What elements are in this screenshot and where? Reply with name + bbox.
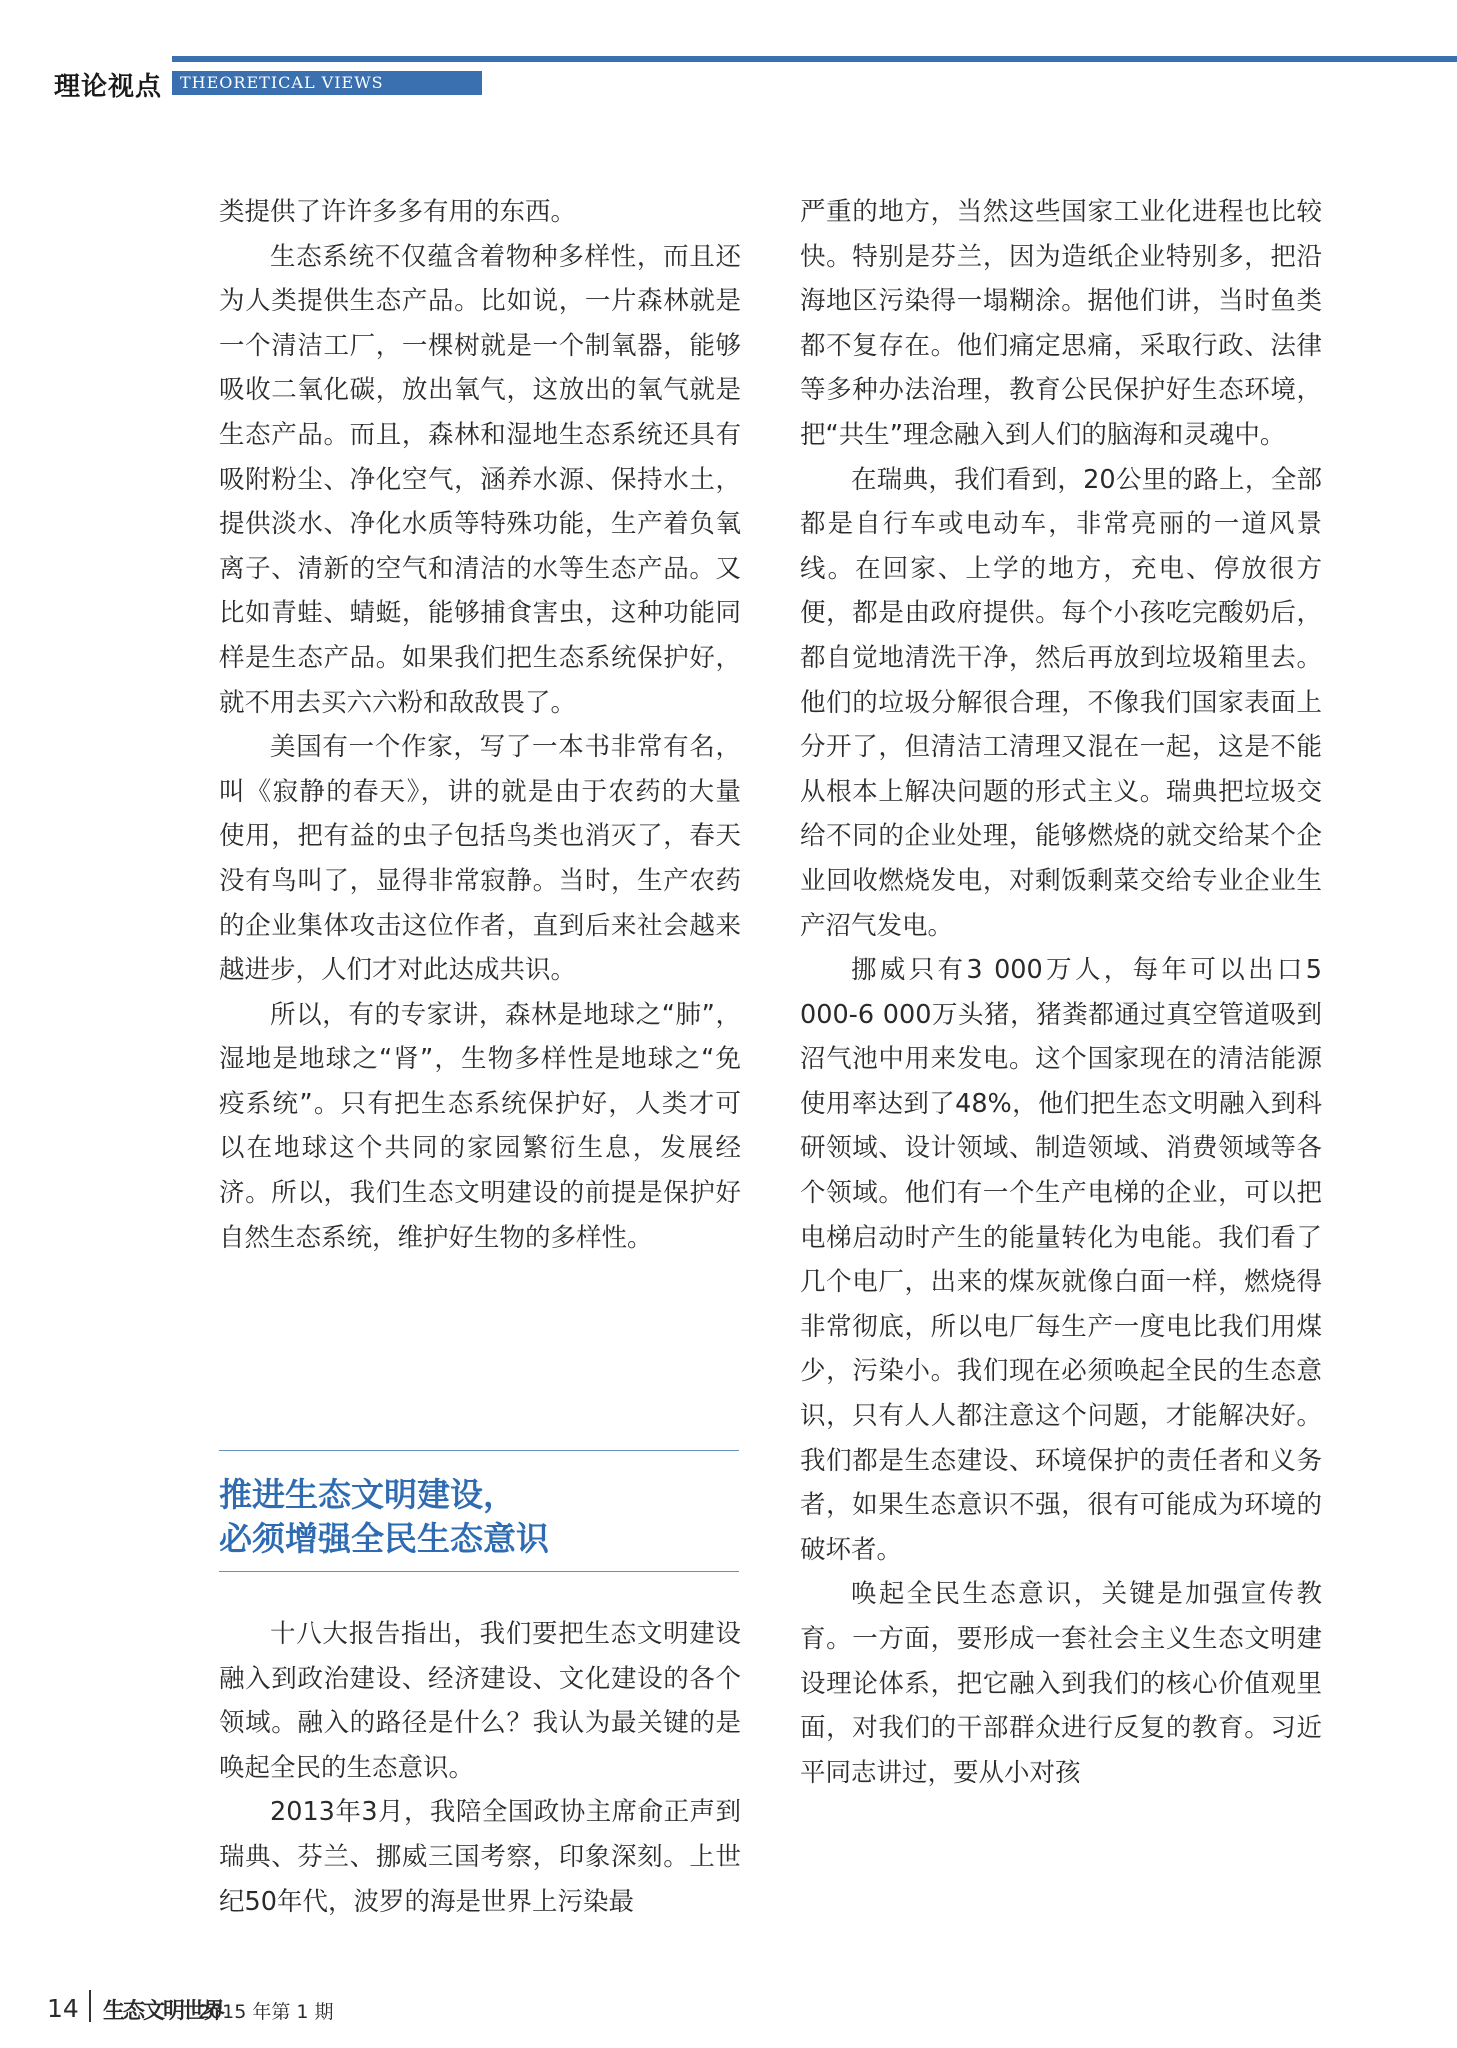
section-heading bbox=[219, 1450, 739, 1572]
left-paragraph-5: 十八大报告指出，我们要把生态文明建设融入到政治建设、经济建设、文化建设的各个领域。融入的路径是什么？我认为最关键的是唤起全民的生态意识。 bbox=[219, 1619, 741, 1783]
right-paragraph-4: 唤起全民生态意识，关键是加强宣传教育。一方面，要形成一套社会主义生态文明建设理论体系，把它融入到我们的核心价值观里面，对我们的干部群众进行反复的教育。习近平同志讲过，要从小对孩 bbox=[800, 1579, 1322, 1788]
left-paragraph-3: 美国有一个作家，写了一本书非常有名，叫《寂静的春天》，讲的就是由于农药的大量使用，把有益的虫子包括鸟类也消灭了，春天没有鸟叫了，显得非常寂静。当时，生产农药的企业集体攻击这位作者，直到后来社会越来越进步，人们才对此达成共识。 bbox=[219, 732, 741, 986]
left-paragraph-4: 所以，有的专家讲，森林是地球之“肺”，湿地是地球之“肾”，生物多样性是地球之“免疫系统”。只有把生态系统保护好，人类才可以在地球这个共同的家园繁衍生息，发展经济。所以，我们生态文明建设的前提是保护好自然生态系统，维护好生物的多样性。 bbox=[219, 999, 741, 1253]
page-number: 14 bbox=[47, 1994, 79, 2023]
right-paragraph-1: 严重的地方，当然这些国家工业化进程也比较快。特别是芬兰，因为造纸企业特别多，把沿海地区污染得一塌糊涂。据他们讲，当时鱼类都不复存在。他们痛定思痛，采取行政、法律等多种办法治理，教育公民保护好生态环境，把“共生”理念融入到人们的脑海和灵魂中。 bbox=[800, 197, 1322, 450]
right-paragraph-2: 在瑞典，我们看到，20公里的路上，全部都是自行车或电动车，非常亮丽的一道风景线。在回家、上学的地方，充电、停放很方便，都是由政府提供。每个小孩吃完酸奶后，都自觉地清洗干净，然后再放到垃圾箱里去。他们的垃圾分解很合理，不像我们国家表面上分开了，但清洁工清理又混在一起，这是不能从根本上解决问题的形式主义。瑞典把垃圾交给不同的企业处理，能够燃烧的就交给某个企业回收燃烧发电，对剩饭剩菜交给专业企业生产沼气发电。 bbox=[800, 464, 1322, 941]
section-english-label: THEORETICAL VIEWS bbox=[172, 71, 482, 95]
header-rule bbox=[172, 56, 1457, 62]
left-paragraph-1: 类提供了许许多多有用的东西。 bbox=[219, 197, 577, 227]
left-column bbox=[219, 190, 741, 1260]
issue-label: 2015 年第 1 期 bbox=[198, 2001, 334, 2023]
section-title: 理论视点 bbox=[54, 72, 163, 102]
section-heading-line-1: 推进生态文明建设， bbox=[219, 1475, 516, 1514]
left-column-lower bbox=[219, 1612, 741, 1924]
footer-divider bbox=[89, 1990, 91, 2022]
left-paragraph-6: 2013年3月，我陪全国政协主席俞正声到瑞典、芬兰、挪威三国考察，印象深刻。上世纪50年代，波罗的海是世界上污染最 bbox=[219, 1797, 741, 1917]
magazine-logo: 生态文明世界 bbox=[103, 1999, 224, 2024]
right-paragraph-3: 挪威只有3 000万人，每年可以出口5 000-6 000万头猪，猪粪都通过真空管道吸到沼气池中用来发电。这个国家现在的清洁能源使用率达到了48%，他们把生态文明融入到科研领域、设计领域、制造领域、消费领域等各个领域。他们有一个生产电梯的企业，可以把电梯启动时产生的能量转化为电能。我们看了几个电厂，出来的煤灰就像白面一样，燃烧得非常彻底，所以电厂每生产一度电比我们用煤少，污染小。我们现在必须唤起全民的生态意识，只有人人都注意这个问题，才能解决好。我们都是生态建设、环境保护的责任者和义务者，如果生态意识不强，很有可能成为环境的破坏者。 bbox=[800, 955, 1322, 1565]
left-paragraph-2: 生态系统不仅蕴含着物种多样性，而且还为人类提供生态产品。比如说，一片森林就是一个清洁工厂，一棵树就是一个制氧器，能够吸收二氧化碳，放出氧气，这放出的氧气就是生态产品。而且，森林和湿地生态系统还具有吸附粉尘、净化空气，涵养水源、保持水土，提供淡水、净化水质等特殊功能，生产着负氧离子、清新的空气和清洁的水等生态产品。又比如青蛙、蜻蜓，能够捕食害虫，这种功能同样是生态产品。如果我们把生态系统保护好，就不用去买六六粉和敌敌畏了。 bbox=[219, 241, 741, 718]
section-heading-line-2: 必须增强全民生态意识 bbox=[219, 1519, 549, 1558]
right-column bbox=[800, 190, 1322, 1795]
